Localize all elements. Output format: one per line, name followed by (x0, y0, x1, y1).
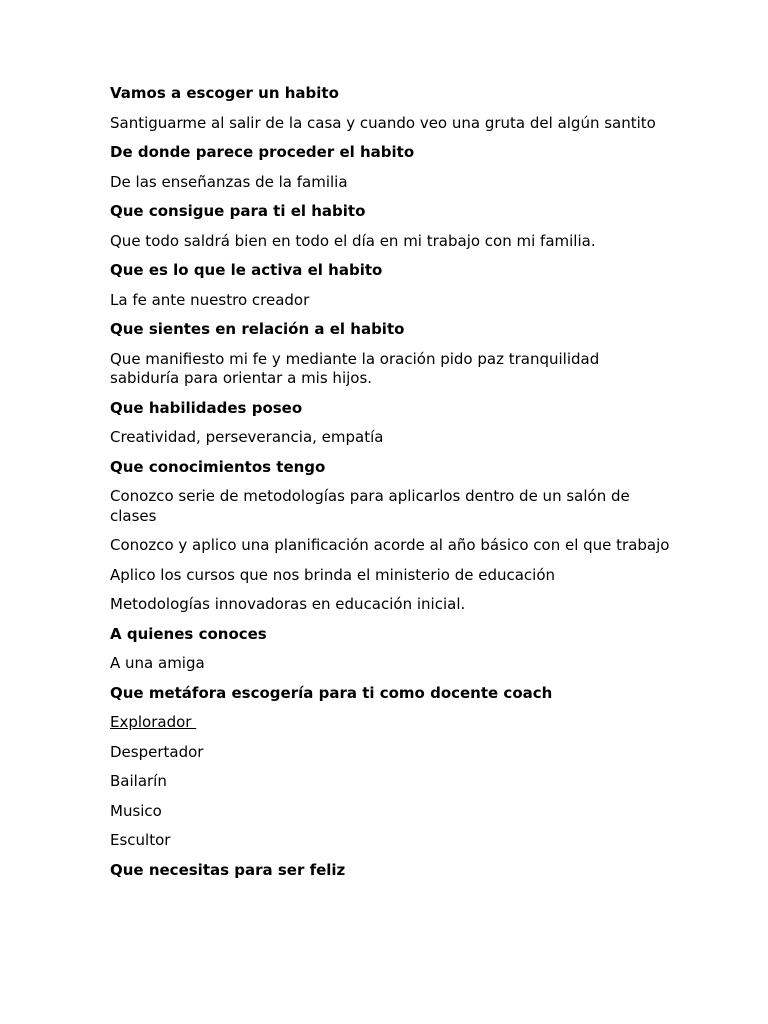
answer-conocimientos-1: Conozco serie de metodologías para aplicarlos dentro de un salón de clases (110, 487, 630, 525)
answer-sientes: Que manifiesto mi fe y mediante la oración pido paz tranquilidad sabiduría para orientar a mis hijos. (110, 349, 600, 387)
metafora-item: Bailarín (110, 772, 167, 790)
answer-consigue: Que todo saldrá bien en todo el día en mi trabajo con mi familia. (110, 231, 596, 250)
heading-sientes: Que sientes en relación a el habito (110, 320, 405, 338)
answer-activa: La fe ante nuestro creador (110, 290, 310, 309)
metafora-item (110, 713, 670, 733)
heading-quienes-conoces: A quienes conoces (110, 624, 267, 643)
answer-quienes-conoces: A una amiga (110, 654, 205, 672)
heading-procedencia: De donde parece proceder el habito (110, 143, 415, 161)
document-page (110, 84, 670, 890)
metafora-item: Despertador (110, 742, 204, 761)
heading-metafora: Que metáfora escogería para ti como docente coach (110, 683, 553, 702)
metafora-explorador: Explorador (110, 713, 197, 731)
heading-consigue: Que consigue para ti el habito (110, 202, 366, 220)
answer-procedencia: De las enseñanzas de la familia (110, 172, 348, 191)
metafora-item: Escultor (110, 831, 171, 849)
heading-conocimientos: Que conocimientos tengo (110, 457, 326, 476)
heading-activa: Que es lo que le activa el habito (110, 261, 383, 279)
heading-escoger-habito: Vamos a escoger un habito (110, 84, 339, 102)
answer-conocimientos-3: Aplico los cursos que nos brinda el ministerio de educación (110, 565, 556, 584)
heading-feliz: Que necesitas para ser feliz (110, 860, 346, 879)
answer-habito: Santiguarme al salir de la casa y cuando veo una gruta del algún santito (110, 113, 656, 132)
answer-habilidades: Creatividad, perseverancia, empatía (110, 428, 384, 446)
metafora-item: Musico (110, 801, 162, 820)
answer-conocimientos-2: Conozco y aplico una planificación acorde al año básico con el que trabajo (110, 536, 670, 554)
answer-conocimientos-4: Metodologías innovadoras en educación inicial. (110, 595, 466, 613)
heading-habilidades: Que habilidades poseo (110, 398, 303, 417)
